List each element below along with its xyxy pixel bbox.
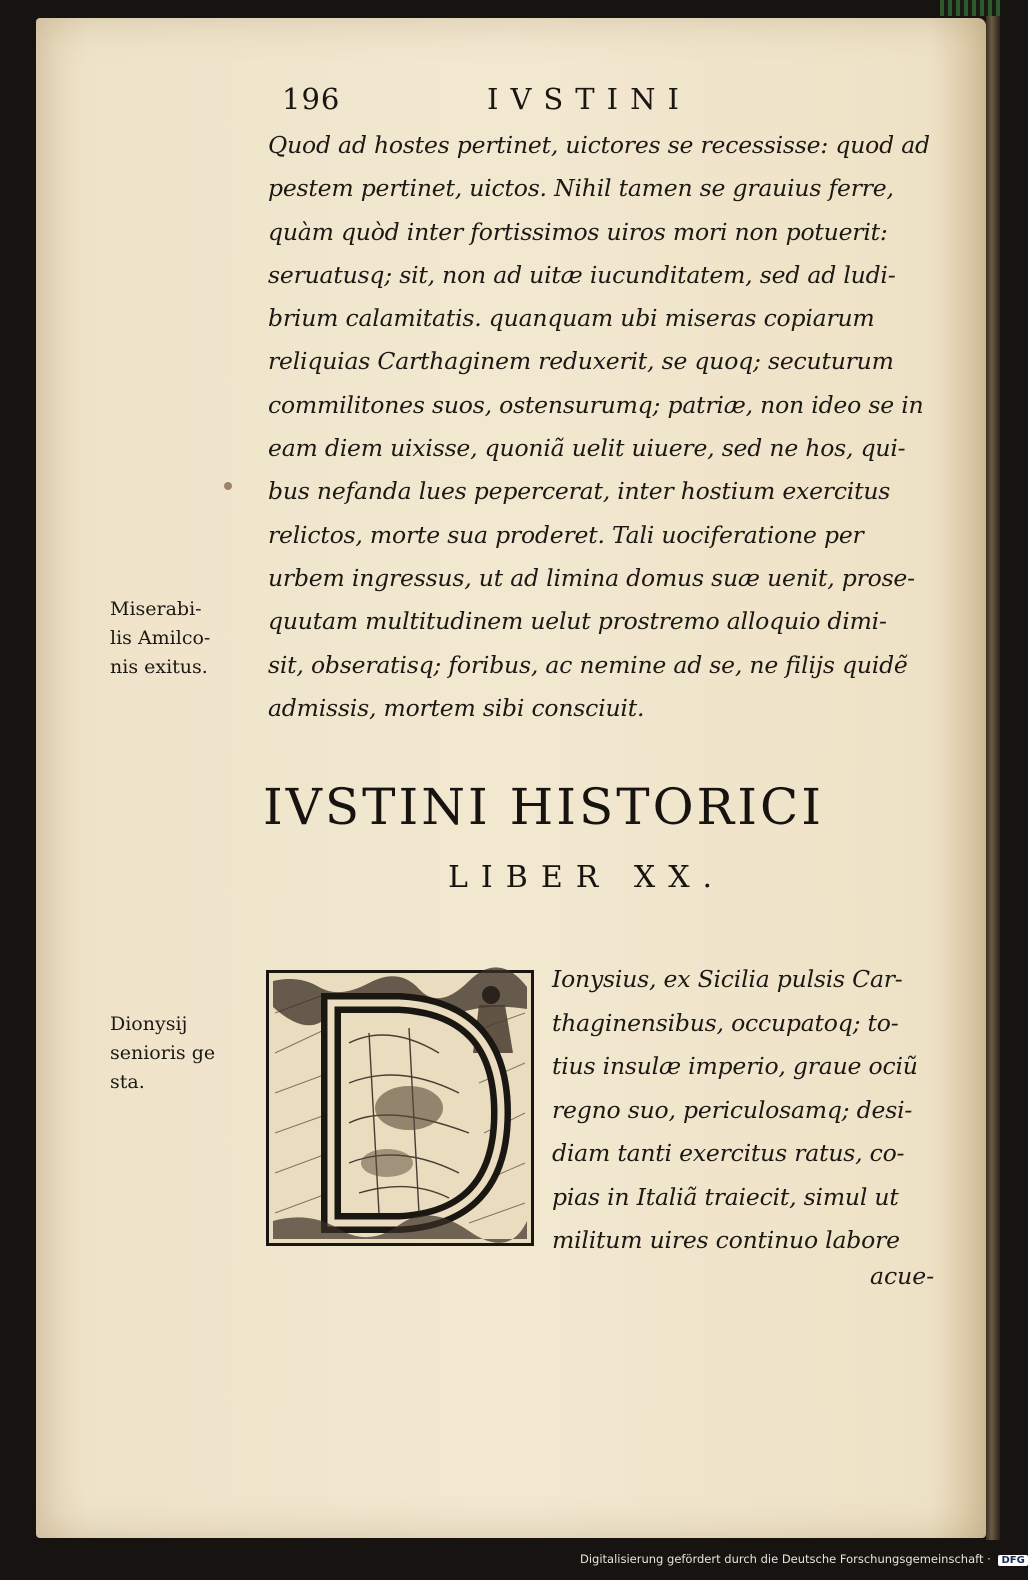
margin-note-line: sta. [110,1071,145,1093]
text-line: relictos, morte sua proderet. Tali uociferatione per [268,520,864,549]
text-line: quàm quòd inter fortissimos uiros mori non potuerit: [268,217,888,246]
margin-note-dionysius [110,1010,215,1097]
text-line: sit, obseratisq; foribus, ac nemine ad se, ne filijs quidẽ [268,650,908,679]
margin-note-line: Dionysij [110,1013,188,1035]
text-line: militum uires continuo labore [552,1226,900,1254]
book-subtitle: LIBER XX. [448,860,726,895]
text-line: quutam multitudinem uelut prostremo alloquio dimi- [268,607,887,636]
body-text-top [268,124,948,730]
text-line: bus nefanda lues pepercerat, inter hostium exercitus [268,477,891,506]
text-line: reliquias Carthaginem reduxerit, se quoq; secuturum [268,347,894,376]
book-corner [940,0,1000,16]
text-line: eam diem uixisse, quoniã uelit uiuere, sed ne hos, qui- [268,434,906,463]
credit-text: Digitalisierung gefördert durch die Deutsche Forschungsgemeinschaft · [580,1552,991,1566]
margin-note-line: lis Amilco- [110,627,211,649]
text-line: commilitones suos, ostensurumq; patriæ, non ideo se in [268,390,924,419]
margin-note-amilcon [110,595,210,682]
digitization-credit [580,1552,1025,1574]
margin-note-line: nis exitus. [110,656,208,678]
running-head: IVSTINI [487,82,691,116]
text-line: admissis, mortem sibi consciuit. [268,693,645,722]
book-title: IVSTINI HISTORICI [263,778,824,836]
text-line: brium calamitatis. quanquam ubi miseras copiarum [268,304,875,333]
page-header [282,82,752,122]
text-line: regno suo, periculosamq; desi- [552,1095,913,1124]
text-line: pias in Italiã traiecit, simul ut [552,1182,899,1211]
page-number: 196 [282,82,341,116]
ink-spot [224,482,232,490]
text-line: tius insulæ imperio, graue ociũ [552,1052,918,1080]
text-line: seruatusq; sit, non ad uitæ iucunditatem, sed ad ludi- [268,260,896,289]
woodcut-illustration [269,973,531,1243]
text-line: Quod ad hostes pertinet, uictores se recessisse: quod ad [268,131,930,159]
catchword: acue- [870,1262,935,1290]
text-line: Ionysius, ex Sicilia pulsis Car- [552,965,903,993]
body-text-bottom [552,958,948,1263]
book-edge [986,0,1000,1540]
margin-note-line: senioris ge [110,1042,216,1064]
text-line: pestem pertinet, uictos. Nihil tamen se grauius ferre, [268,174,894,203]
dfg-logo: DFG [998,1555,1027,1566]
text-line: urbem ingressus, ut ad limina domus suæ uenit, prose- [268,563,915,592]
text-line: diam tanti exercitus ratus, co- [552,1139,905,1167]
margin-note-line: Miserabi- [110,598,202,620]
decorated-initial-d [266,970,534,1246]
text-line: thaginensibus, occupatoq; to- [552,1008,899,1037]
